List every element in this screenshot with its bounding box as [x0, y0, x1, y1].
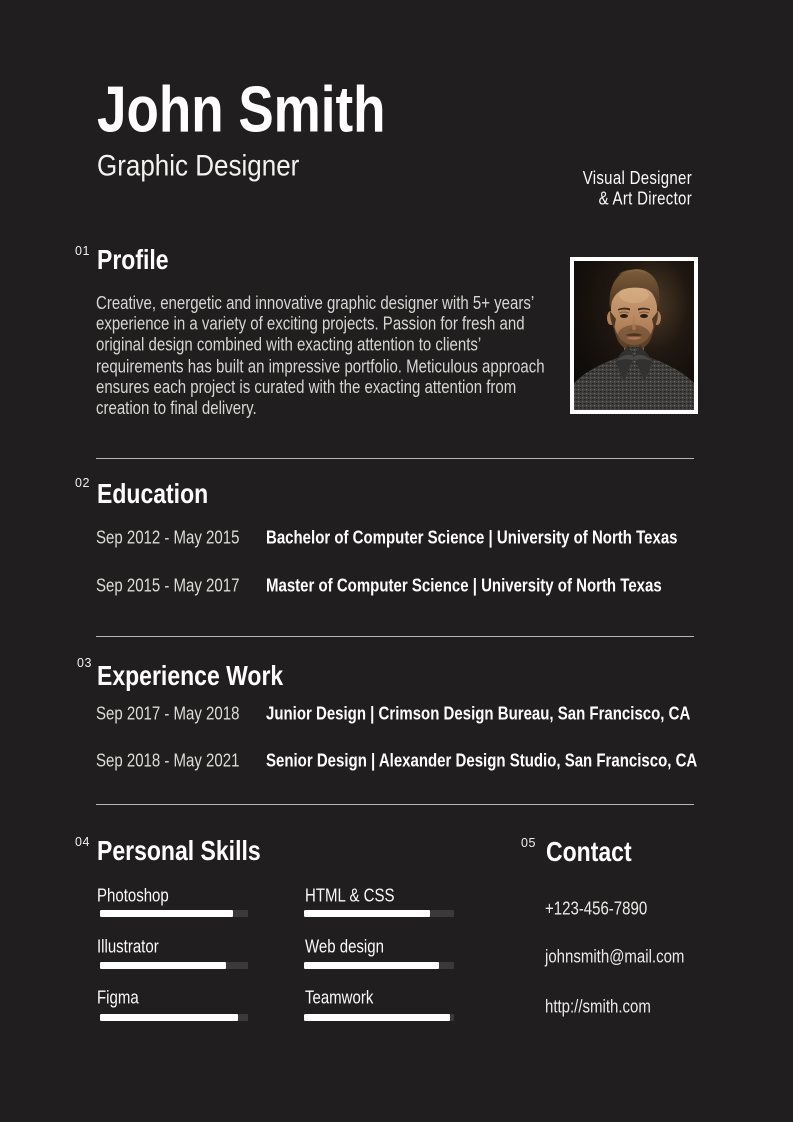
person-tagline — [583, 168, 692, 210]
skill-bar-fill — [100, 1014, 238, 1021]
skill-label: Illustrator — [97, 936, 159, 958]
contact-phone[interactable]: +123-456-7890 — [545, 898, 648, 920]
education-row — [96, 529, 716, 547]
divider — [96, 804, 694, 805]
education-description: Master of Computer Science | University of North Texas — [266, 575, 662, 597]
skill-label: Web design — [305, 936, 384, 958]
skill-bar — [100, 910, 248, 917]
person-name: John Smith — [97, 74, 386, 147]
section-title-contact: Contact — [546, 835, 632, 868]
experience-dates: Sep 2017 - May 2018 — [96, 703, 240, 725]
divider — [96, 458, 694, 459]
section-title-experience: Experience Work — [97, 659, 284, 692]
experience-dates: Sep 2018 - May 2021 — [96, 750, 240, 772]
skill-label: HTML & CSS — [305, 885, 395, 907]
skill-bar — [304, 1014, 454, 1021]
skill-bar-fill — [100, 910, 233, 917]
tagline-line-2: & Art Director — [598, 188, 692, 210]
skill-bar-fill — [304, 1014, 450, 1021]
experience-description: Junior Design | Crimson Design Bureau, San Francisco, CA — [266, 703, 691, 725]
skill-bar-fill — [304, 962, 439, 969]
education-description: Bachelor of Computer Science | University of North Texas — [266, 527, 678, 549]
education-dates: Sep 2012 - May 2015 — [96, 527, 240, 549]
profile-photo — [570, 257, 698, 414]
skill-bar — [304, 962, 454, 969]
experience-row — [96, 705, 716, 723]
contact-website[interactable]: http://smith.com — [545, 996, 651, 1018]
tagline-line-1: Visual Designer — [582, 168, 692, 189]
section-number-experience: 03 — [77, 656, 92, 670]
skill-bar — [304, 910, 454, 917]
section-title-profile: Profile — [97, 243, 169, 276]
section-number-skills: 04 — [75, 835, 90, 849]
section-number-contact: 05 — [521, 836, 536, 850]
section-title-education: Education — [97, 477, 209, 510]
education-dates: Sep 2015 - May 2017 — [96, 575, 240, 597]
skill-label: Teamwork — [305, 987, 374, 1009]
portrait-illustration — [574, 261, 694, 410]
section-number-profile: 01 — [75, 244, 90, 258]
experience-row — [96, 752, 716, 770]
education-row — [96, 577, 716, 595]
skill-bar-fill — [100, 962, 226, 969]
contact-email[interactable]: johnsmith@mail.com — [545, 946, 685, 968]
skill-bar — [100, 1014, 248, 1021]
person-job-title: Graphic Designer — [97, 147, 300, 183]
skill-bar-fill — [304, 910, 430, 917]
section-number-education: 02 — [75, 476, 90, 490]
section-title-skills: Personal Skills — [97, 834, 261, 867]
skill-label: Figma — [97, 987, 139, 1009]
skill-bar — [100, 962, 248, 969]
divider — [96, 636, 694, 637]
skill-label: Photoshop — [97, 885, 169, 907]
experience-description: Senior Design | Alexander Design Studio, San Francisco, CA — [266, 750, 698, 772]
profile-summary: Creative, energetic and innovative graphic designer with 5+ years’ experience in a variety of exciting projects. Passion for fresh and original design combined with exacting attention to clients’ requirements has built an impressive portfolio. Meticulous approach ensures each project is curated with the exacting attention from creation to final delivery. — [96, 293, 545, 419]
